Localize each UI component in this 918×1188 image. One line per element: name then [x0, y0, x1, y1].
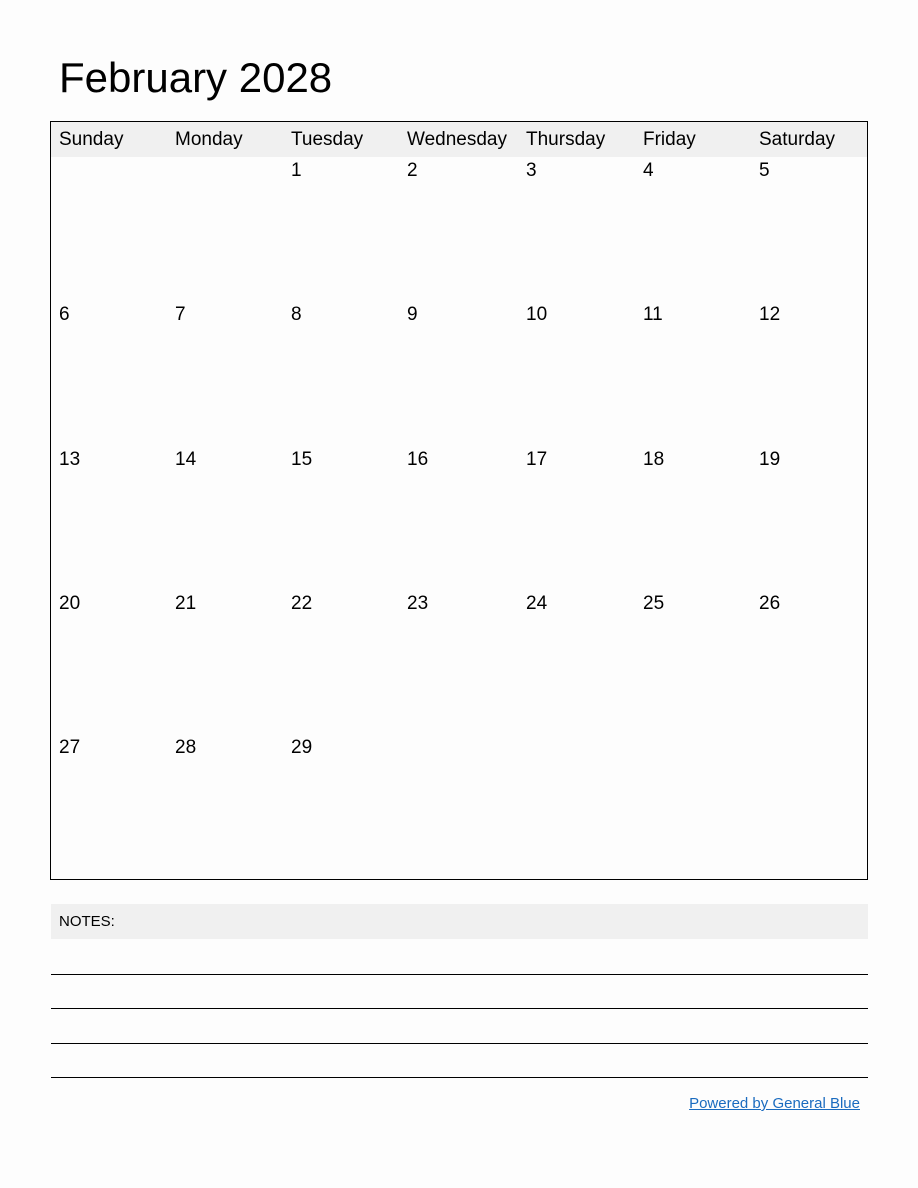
weekday-wednesday: Wednesday	[407, 129, 507, 150]
day-cell: 25	[643, 593, 665, 614]
day-cell: 13	[59, 449, 81, 470]
day-cell: 21	[175, 593, 197, 614]
day-cell: 5	[759, 160, 770, 181]
weekday-thursday: Thursday	[526, 129, 606, 150]
day-cell: 19	[759, 449, 781, 470]
calendar-grid	[50, 121, 868, 880]
day-cell: 7	[175, 304, 186, 325]
day-cell: 17	[526, 449, 548, 470]
notes-label: NOTES:	[59, 913, 115, 930]
day-cell: 3	[526, 160, 537, 181]
note-line	[51, 1077, 868, 1078]
day-cell: 24	[526, 593, 548, 614]
day-cell: 28	[175, 737, 197, 758]
day-cell: 14	[175, 449, 197, 470]
day-cell: 18	[643, 449, 665, 470]
powered-by-link[interactable]: Powered by General Blue	[689, 1095, 860, 1112]
notes-header	[51, 904, 868, 939]
note-line	[51, 974, 868, 975]
note-line	[51, 1043, 868, 1044]
day-cell: 16	[407, 449, 429, 470]
day-cell: 15	[291, 449, 313, 470]
day-cell: 20	[59, 593, 81, 614]
weekday-saturday: Saturday	[759, 129, 836, 150]
weekday-sunday: Sunday	[59, 129, 124, 150]
page-title: February 2028	[59, 54, 333, 101]
day-cell: 22	[291, 593, 313, 614]
weekday-monday: Monday	[175, 129, 243, 150]
day-cell: 29	[291, 737, 313, 758]
day-cell: 11	[643, 304, 663, 325]
day-cell: 1	[291, 160, 302, 181]
day-cell: 26	[759, 593, 781, 614]
day-cell: 27	[59, 737, 81, 758]
day-cell: 2	[407, 160, 418, 181]
day-cell: 12	[759, 304, 781, 325]
day-cell: 10	[526, 304, 548, 325]
note-line	[51, 1008, 868, 1009]
weekday-friday: Friday	[643, 129, 696, 150]
day-cell: 4	[643, 160, 654, 181]
day-cell: 9	[407, 304, 418, 325]
weekday-header-row	[51, 122, 867, 157]
weekday-tuesday: Tuesday	[291, 129, 364, 150]
day-cell: 23	[407, 593, 429, 614]
day-cell: 6	[59, 304, 70, 325]
day-cell: 8	[291, 304, 302, 325]
